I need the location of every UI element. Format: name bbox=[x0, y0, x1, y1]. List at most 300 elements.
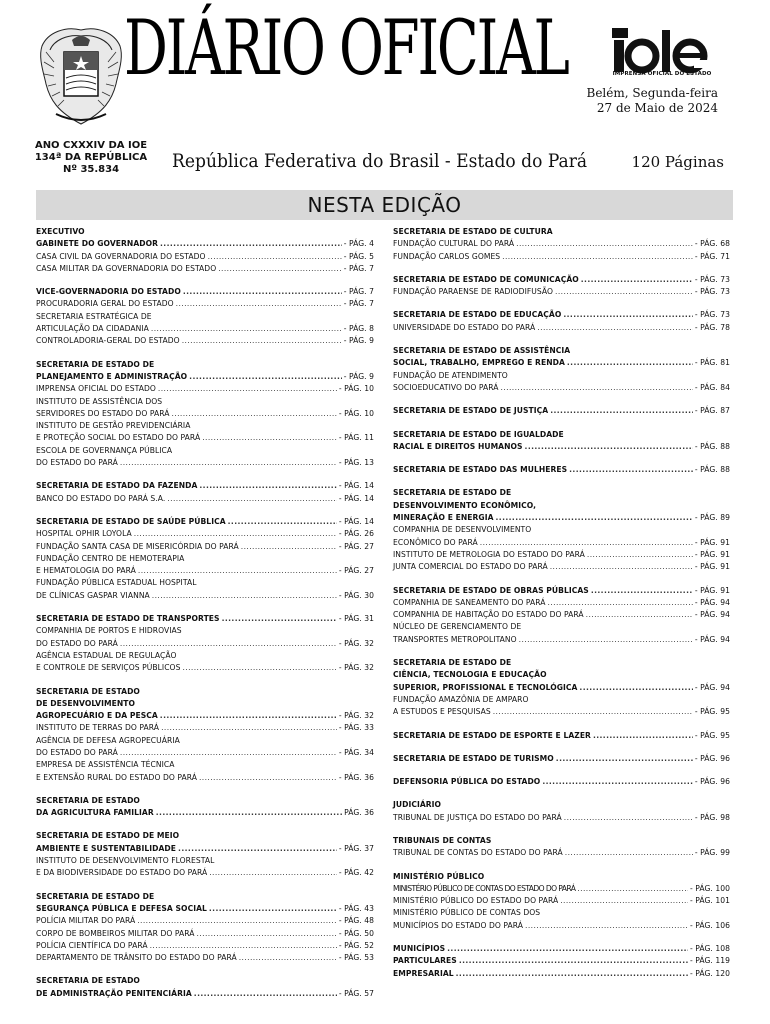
toc-entry-label: SECRETARIA DE ESTADO DE SAÚDE PÚBLICA bbox=[36, 516, 226, 526]
toc-page-number: - PÁG. 91 bbox=[694, 537, 730, 547]
toc-page-number: - PÁG. 96 bbox=[694, 753, 730, 763]
toc-entry-label: E HEMATOLOGIA DO PARÁ bbox=[36, 566, 136, 576]
toc-right-column bbox=[393, 226, 730, 980]
toc-entry-label: E PROTEÇÃO SOCIAL DO ESTADO DO PARÁ bbox=[36, 433, 201, 443]
toc-page-number: - PÁG. 32 bbox=[338, 663, 374, 673]
leader-dots bbox=[152, 590, 337, 602]
leader-dots bbox=[556, 753, 693, 765]
toc-page-number: - PÁG. 48 bbox=[338, 916, 374, 926]
toc-entry-label: CASA CIVIL DA GOVERNADORIA DO ESTADO bbox=[36, 251, 206, 261]
leader-dots bbox=[519, 634, 693, 646]
leader-dots bbox=[171, 408, 336, 420]
leader-dots bbox=[567, 357, 693, 369]
toc-entry-label: CORPO DE BOMBEIROS MILITAR DO PARÁ bbox=[36, 928, 195, 938]
toc-page-number: - PÁG. 36 bbox=[338, 772, 374, 782]
toc-heading bbox=[36, 625, 374, 637]
toc-entry-label: CONTROLADORIA-GERAL DO ESTADO bbox=[36, 336, 180, 346]
toc-entry-label: SOCIOEDUCATIVO DO PARÁ bbox=[393, 382, 499, 392]
toc-page-number: - PÁG. 99 bbox=[694, 848, 730, 858]
toc-entry-label: SECRETARIA DE ESTADO DE ASSISTÊNCIA bbox=[393, 346, 571, 356]
toc-entry bbox=[393, 549, 730, 561]
toc-entry bbox=[393, 883, 730, 895]
toc-entry-label: MINISTÉRIO PÚBLICO DE CONTAS DOS bbox=[393, 908, 541, 918]
toc-page-number: - PÁG. 7 bbox=[343, 263, 374, 273]
toc-page-number: - PÁG. 91 bbox=[694, 549, 730, 559]
leader-dots bbox=[577, 883, 688, 895]
leader-dots bbox=[120, 747, 337, 759]
toc-entry-label: AGÊNCIA ESTADUAL DE REGULAÇÃO bbox=[36, 650, 177, 660]
toc-heading bbox=[393, 799, 730, 811]
toc-entry-label: MUNICÍPIOS DO ESTADO DO PARÁ bbox=[393, 920, 524, 930]
toc-entry-label: EMPRESA DE ASSISTÊNCIA TÉCNICA bbox=[36, 760, 175, 770]
toc-entry-label: POLÍCIA MILITAR DO PARÁ bbox=[36, 916, 136, 926]
toc-entry-label: JUDICIÁRIO bbox=[393, 800, 442, 810]
toc-group bbox=[393, 776, 730, 788]
toc-group bbox=[393, 487, 730, 573]
toc-entry-label: ARTICULAÇÃO DA CIDADANIA bbox=[36, 324, 149, 334]
toc-page-number: - PÁG. 88 bbox=[694, 441, 730, 451]
toc-entry-label: SERVIDORES DO ESTADO DO PARÁ bbox=[36, 408, 170, 418]
toc-page-number: - PÁG. 13 bbox=[338, 458, 374, 468]
toc-page-number: - PÁG. 73 bbox=[694, 287, 730, 297]
toc-page-number: - PÁG. 9 bbox=[343, 336, 374, 346]
leader-dots bbox=[593, 730, 693, 742]
toc-entry bbox=[393, 682, 730, 694]
toc-group bbox=[393, 585, 730, 646]
toc-page-number: - PÁG. 50 bbox=[338, 928, 374, 938]
toc-heading bbox=[393, 345, 730, 357]
leader-dots bbox=[516, 238, 693, 250]
leader-dots bbox=[182, 662, 336, 674]
leader-dots bbox=[160, 238, 342, 250]
toc-group bbox=[393, 943, 730, 980]
toc-entry-label: PROCURADORIA GERAL DO ESTADO bbox=[36, 299, 174, 309]
leader-dots bbox=[199, 480, 336, 492]
toc-entry bbox=[36, 457, 374, 469]
toc-entry bbox=[36, 432, 374, 444]
toc-entry-label: SECRETARIA DE ESTADO DE EDUCAÇÃO bbox=[393, 310, 562, 320]
toc-page-number: - PÁG. 7 bbox=[343, 287, 374, 297]
toc-entry-label: SECRETARIA DE ESTADO DE bbox=[393, 488, 512, 498]
toc-entry-label: SECRETARIA DE ESTADO DE TURISMO bbox=[393, 753, 554, 763]
toc-page-number: - PÁG. 95 bbox=[694, 707, 730, 717]
toc-entry-label: DESENVOLVIMENTO ECONÔMICO, bbox=[393, 500, 537, 510]
toc-heading bbox=[36, 226, 374, 238]
toc-entry-label: COMPANHIA DE SANEAMENTO DO PARÁ bbox=[393, 597, 546, 607]
toc-entry bbox=[393, 405, 730, 417]
toc-entry bbox=[36, 940, 374, 952]
toc-heading bbox=[36, 577, 374, 589]
toc-entry bbox=[36, 843, 374, 855]
leader-dots bbox=[241, 541, 337, 553]
toc-entry bbox=[393, 812, 730, 824]
toc-heading bbox=[36, 311, 374, 323]
toc-entry bbox=[36, 286, 374, 298]
toc-heading bbox=[36, 735, 374, 747]
toc-heading bbox=[36, 795, 374, 807]
toc-page-number: - PÁG. 73 bbox=[694, 274, 730, 284]
toc-entry-label: TRIBUNAL DE JUSTIÇA DO ESTADO DO PARÁ bbox=[393, 812, 562, 822]
toc-group bbox=[393, 429, 730, 454]
toc-heading bbox=[36, 359, 374, 371]
toc-heading bbox=[36, 650, 374, 662]
toc-entry-label: PLANEJAMENTO E ADMINISTRAÇÃO bbox=[36, 371, 188, 381]
place-date-line: Belém, Segunda-feira bbox=[586, 86, 718, 100]
toc-entry-label: VICE-GOVERNADORIA DO ESTADO bbox=[36, 287, 181, 297]
toc-heading bbox=[393, 487, 730, 499]
toc-page-number: - PÁG. 94 bbox=[694, 682, 730, 692]
toc-entry bbox=[393, 382, 730, 394]
toc-entry bbox=[36, 298, 374, 310]
toc-entry bbox=[36, 516, 374, 528]
toc-entry-label: FUNDAÇÃO CARLOS GOMES bbox=[393, 251, 501, 261]
toc-page-number: - PÁG. 57 bbox=[338, 988, 374, 998]
toc-entry-label: E DA BIODIVERSIDADE DO ESTADO DO PARÁ bbox=[36, 868, 208, 878]
toc-heading bbox=[36, 891, 374, 903]
toc-entry-label: CASA MILITAR DA GOVERNADORIA DO ESTADO bbox=[36, 263, 217, 273]
leader-dots bbox=[183, 286, 342, 298]
toc-entry-label: E CONTROLE DE SERVIÇOS PÚBLICOS bbox=[36, 663, 181, 673]
toc-entry bbox=[393, 895, 730, 907]
leader-dots bbox=[579, 682, 692, 694]
toc-page-number: PÁG. 36 bbox=[344, 808, 374, 818]
toc-page-number: - PÁG. 14 bbox=[338, 481, 374, 491]
toc-entry-label: SECRETARIA DE ESTADO DE ESPORTE E LAZER bbox=[393, 730, 591, 740]
toc-entry bbox=[36, 662, 374, 674]
toc-page-number: - PÁG. 94 bbox=[694, 634, 730, 644]
leader-dots bbox=[564, 812, 693, 824]
leader-dots bbox=[560, 895, 688, 907]
toc-page-number: - PÁG. 52 bbox=[338, 940, 374, 950]
toc-entry-label: E EXTENSÃO RURAL DO ESTADO DO PARÁ bbox=[36, 772, 197, 782]
toc-group bbox=[393, 835, 730, 860]
toc-entry-label: DO ESTADO DO PARÁ bbox=[36, 458, 118, 468]
leader-dots bbox=[239, 952, 337, 964]
toc-page-number: - PÁG. 71 bbox=[694, 251, 730, 261]
toc-entry-label: SECRETARIA DE ESTADO bbox=[36, 795, 140, 805]
toc-entry bbox=[393, 634, 730, 646]
toc-page-number: - PÁG. 43 bbox=[338, 903, 374, 913]
toc-heading bbox=[36, 698, 374, 710]
toc-entry-label: ESCOLA DE GOVERNANÇA PÚBLICA bbox=[36, 445, 173, 455]
leader-dots bbox=[209, 867, 337, 879]
toc-entry bbox=[36, 528, 374, 540]
subtitle: República Federativa do Brasil - Estado do Pará bbox=[172, 150, 588, 172]
toc-page-number: - PÁG. 8 bbox=[343, 324, 374, 334]
toc-page-number: - PÁG. 81 bbox=[694, 358, 730, 368]
toc-entry-label: ECONÔMICO DO PARÁ bbox=[393, 537, 478, 547]
logo-caption: IMPRENSA OFICIAL DO ESTADO bbox=[612, 71, 712, 77]
toc-entry-label: EMPRESARIAL bbox=[393, 968, 454, 978]
leader-dots bbox=[569, 464, 693, 476]
toc-page-number: - PÁG. 14 bbox=[338, 516, 374, 526]
toc-page-number: - PÁG. 10 bbox=[338, 384, 374, 394]
toc-entry bbox=[393, 286, 730, 298]
toc-group bbox=[393, 464, 730, 476]
leader-dots bbox=[480, 537, 693, 549]
leader-dots bbox=[586, 609, 693, 621]
toc-entry-label: MINISTÉRIO PÚBLICO DO ESTADO DO PARÁ bbox=[393, 896, 559, 906]
toc-entry-label: BANCO DO ESTADO DO PARÁ S.A. bbox=[36, 493, 166, 503]
toc-page-number: - PÁG. 5 bbox=[343, 251, 374, 261]
leader-dots bbox=[555, 286, 693, 298]
toc-entry bbox=[393, 968, 730, 980]
toc-heading bbox=[393, 370, 730, 382]
leader-dots bbox=[137, 915, 337, 927]
toc-group bbox=[393, 226, 730, 263]
toc-heading bbox=[393, 657, 730, 669]
toc-entry bbox=[36, 807, 374, 819]
toc-entry-label: TRANSPORTES METROPOLITANO bbox=[393, 634, 517, 644]
toc-group bbox=[36, 830, 374, 879]
leader-dots bbox=[134, 528, 337, 540]
toc-page-number: - PÁG. 73 bbox=[694, 310, 730, 320]
toc-page-number: - PÁG. 31 bbox=[338, 614, 374, 624]
toc-page-number: - PÁG. 14 bbox=[338, 493, 374, 503]
toc-page-number: - PÁG. 87 bbox=[694, 406, 730, 416]
toc-entry bbox=[36, 251, 374, 263]
toc-page-number: - PÁG. 26 bbox=[338, 529, 374, 539]
leader-dots bbox=[182, 335, 342, 347]
toc-entry bbox=[36, 371, 374, 383]
toc-page-number: - PÁG. 88 bbox=[694, 465, 730, 475]
toc-heading bbox=[393, 621, 730, 633]
leader-dots bbox=[447, 943, 688, 955]
toc-page-number: - PÁG. 101 bbox=[689, 896, 730, 906]
toc-entry-label: INSTITUTO DE GESTÃO PREVIDENCIÁRIA bbox=[36, 421, 191, 431]
toc-entry-label: FUNDAÇÃO PÚBLICA ESTADUAL HOSPITAL bbox=[36, 578, 197, 588]
leader-dots bbox=[563, 309, 693, 321]
toc-entry-label: SOCIAL, TRABALHO, EMPREGO E RENDA bbox=[393, 358, 565, 368]
toc-entry-label: SECRETARIA DE ESTADO DE OBRAS PÚBLICAS bbox=[393, 585, 589, 595]
toc-group bbox=[36, 613, 374, 674]
toc-entry-label: HOSPITAL OPHIR LOYOLA bbox=[36, 529, 132, 539]
toc-entry bbox=[36, 952, 374, 964]
toc-page-number: - PÁG. 94 bbox=[694, 597, 730, 607]
leader-dots bbox=[550, 561, 693, 573]
toc-page-number: - PÁG. 119 bbox=[689, 956, 730, 966]
toc-entry-label: MINISTÉRIO PÚBLICO DE CONTAS DO ESTADO DO PARÁ bbox=[393, 883, 576, 893]
leader-dots bbox=[581, 274, 693, 286]
toc-entry-label: POLÍCIA CIENTÍFICA DO PARÁ bbox=[36, 940, 148, 950]
toc-entry bbox=[36, 565, 374, 577]
toc-entry bbox=[393, 464, 730, 476]
toc-page-number: - PÁG. 68 bbox=[694, 239, 730, 249]
toc-entry-label: FUNDAÇÃO AMAZÔNIA DE AMPARO bbox=[393, 694, 529, 704]
page-count: 120 Páginas bbox=[631, 153, 724, 171]
toc-entry-label: SECRETARIA DE ESTADO DE JUSTIÇA bbox=[393, 406, 549, 416]
leader-dots bbox=[120, 457, 337, 469]
leader-dots bbox=[189, 371, 342, 383]
toc-entry bbox=[36, 323, 374, 335]
toc-left-column bbox=[36, 226, 374, 1000]
toc-page-number: - PÁG. 78 bbox=[694, 322, 730, 332]
toc-entry-label: DA AGRICULTURA FAMILIAR bbox=[36, 808, 154, 818]
toc-entry bbox=[36, 493, 374, 505]
toc-group bbox=[36, 226, 374, 275]
leader-dots bbox=[565, 847, 693, 859]
edition-year: ANO CXXXIV DA IOE bbox=[34, 140, 148, 151]
toc-entry bbox=[393, 776, 730, 788]
toc-entry-label: DO ESTADO DO PARÁ bbox=[36, 747, 118, 757]
toc-entry-label: MINISTÉRIO PÚBLICO bbox=[393, 871, 485, 881]
leader-dots bbox=[178, 843, 337, 855]
toc-entry-label: FUNDAÇÃO PARAENSE DE RADIODIFUSÃO bbox=[393, 287, 554, 297]
toc-entry-label: SECRETARIA DE ESTADO DE bbox=[36, 359, 155, 369]
leader-dots bbox=[194, 988, 337, 1000]
toc-entry bbox=[393, 730, 730, 742]
toc-entry-label: CIÊNCIA, TECNOLOGIA E EDUCAÇÃO bbox=[393, 670, 547, 680]
toc-entry bbox=[36, 772, 374, 784]
leader-dots bbox=[496, 512, 693, 524]
leader-dots bbox=[542, 776, 693, 788]
toc-entry bbox=[393, 847, 730, 859]
toc-entry-label: COMPANHIA DE DESENVOLVIMENTO bbox=[393, 525, 532, 535]
toc-entry-label: COMPANHIA DE PORTOS E HIDROVIAS bbox=[36, 626, 182, 636]
toc-heading bbox=[393, 226, 730, 238]
toc-entry-label: A ESTUDOS E PESQUISAS bbox=[393, 707, 491, 717]
leader-dots bbox=[120, 638, 337, 650]
toc-entry-label: SECRETARIA ESTRATÉGICA DE bbox=[36, 311, 152, 321]
toc-entry-label: DE CLÍNICAS GASPAR VIANNA bbox=[36, 590, 150, 600]
toc-entry-label: EXECUTIVO bbox=[36, 227, 85, 236]
toc-page-number: - PÁG. 11 bbox=[338, 433, 374, 443]
toc-entry-label: NÚCLEO DE GERENCIAMENTO DE bbox=[393, 622, 522, 632]
toc-entry-label: MINERAÇÃO E ENERGIA bbox=[393, 513, 494, 523]
toc-group bbox=[36, 891, 374, 965]
toc-entry bbox=[36, 383, 374, 395]
toc-entry-label: SEGURANÇA PÚBLICA E DEFESA SOCIAL bbox=[36, 903, 207, 913]
toc-entry bbox=[36, 710, 374, 722]
toc-page-number: - PÁG. 91 bbox=[694, 562, 730, 572]
leader-dots bbox=[158, 383, 337, 395]
toc-entry-label: GABINETE DO GOVERNADOR bbox=[36, 239, 159, 249]
newspaper-title: DIÁRIO OFICIAL bbox=[124, 3, 568, 92]
toc-group bbox=[393, 799, 730, 824]
leader-dots bbox=[199, 772, 337, 784]
toc-group bbox=[393, 309, 730, 334]
leader-dots bbox=[167, 493, 337, 505]
toc-entry-label: DE ADMINISTRAÇÃO PENITENCIÁRIA bbox=[36, 988, 192, 998]
edition-republic: 134ª DA REPÚBLICA bbox=[34, 152, 148, 163]
toc-page-number: - PÁG. 32 bbox=[338, 711, 374, 721]
toc-entry bbox=[36, 541, 374, 553]
toc-group bbox=[36, 516, 374, 602]
toc-entry bbox=[36, 408, 374, 420]
toc-group bbox=[393, 730, 730, 742]
toc-entry bbox=[393, 357, 730, 369]
leader-dots bbox=[587, 549, 693, 561]
leader-dots bbox=[208, 251, 342, 263]
toc-entry-label: IMPRENSA OFICIAL DO ESTADO bbox=[36, 384, 156, 394]
leader-dots bbox=[156, 807, 342, 819]
toc-page-number: - PÁG. 9 bbox=[343, 371, 374, 381]
leader-dots bbox=[218, 263, 342, 275]
toc-page-number: - PÁG. 27 bbox=[338, 541, 374, 551]
toc-group bbox=[36, 975, 374, 1000]
toc-page-number: - PÁG. 7 bbox=[343, 299, 374, 309]
toc-entry-label: FUNDAÇÃO DE ATENDIMENTO bbox=[393, 370, 508, 380]
leader-dots bbox=[160, 710, 337, 722]
toc-entry-label: SECRETARIA DE ESTADO DE MEIO bbox=[36, 831, 180, 841]
toc-entry bbox=[393, 537, 730, 549]
toc-page-number: - PÁG. 89 bbox=[694, 513, 730, 523]
leader-dots bbox=[525, 441, 693, 453]
toc-entry bbox=[36, 867, 374, 879]
edition-number: Nº 35.834 bbox=[62, 164, 120, 175]
toc-entry-label: SUPERIOR, PROFISSIONAL E TECNOLÓGICA bbox=[393, 682, 578, 692]
toc-page-number: - PÁG. 42 bbox=[338, 868, 374, 878]
toc-heading bbox=[36, 686, 374, 698]
toc-heading bbox=[36, 420, 374, 432]
toc-entry bbox=[393, 561, 730, 573]
toc-entry-label: COMPANHIA DE HABITAÇÃO DO ESTADO DO PARÁ bbox=[393, 610, 584, 620]
toc-entry-label: SECRETARIA DE ESTADO DE TRANSPORTES bbox=[36, 614, 220, 624]
toc-entry-label: SECRETARIA DE ESTADO bbox=[36, 976, 140, 986]
leader-dots bbox=[493, 706, 693, 718]
toc-page-number: - PÁG. 30 bbox=[338, 590, 374, 600]
toc-page-number: - PÁG. 106 bbox=[689, 920, 730, 930]
toc-entry-label: SECRETARIA DE ESTADO DE bbox=[36, 891, 155, 901]
toc-group bbox=[36, 480, 374, 505]
toc-entry-label: TRIBUNAIS DE CONTAS bbox=[393, 835, 492, 845]
toc-entry-label: UNIVERSIDADE DO ESTADO DO PARÁ bbox=[393, 322, 536, 332]
toc-entry bbox=[36, 335, 374, 347]
toc-entry-label: MUNICÍPIOS bbox=[393, 944, 446, 954]
banner-title: NESTA EDIÇÃO bbox=[307, 193, 462, 217]
toc-heading bbox=[393, 669, 730, 681]
toc-page-number: - PÁG. 34 bbox=[338, 747, 374, 757]
toc-entry bbox=[393, 512, 730, 524]
toc-heading bbox=[36, 396, 374, 408]
leader-dots bbox=[456, 968, 688, 980]
date-line: 27 de Maio de 2024 bbox=[596, 101, 718, 115]
toc-entry-label: DO ESTADO DO PARÁ bbox=[36, 638, 118, 648]
toc-entry bbox=[36, 638, 374, 650]
toc-entry-label: SECRETARIA DE ESTADO DE bbox=[393, 658, 512, 668]
toc-entry bbox=[393, 585, 730, 597]
leader-dots bbox=[161, 722, 337, 734]
toc-heading bbox=[36, 553, 374, 565]
leader-dots bbox=[591, 585, 693, 597]
toc-entry bbox=[393, 322, 730, 334]
toc-heading bbox=[36, 975, 374, 987]
leader-dots bbox=[222, 613, 337, 625]
toc-group bbox=[393, 657, 730, 718]
toc-entry-label: SECRETARIA DE ESTADO DE CULTURA bbox=[393, 227, 553, 236]
toc-entry-label: SECRETARIA DE ESTADO bbox=[36, 686, 140, 696]
toc-entry-label: PARTICULARES bbox=[393, 956, 457, 966]
toc-entry-label: JUNTA COMERCIAL DO ESTADO DO PARÁ bbox=[393, 562, 548, 572]
toc-entry bbox=[36, 238, 374, 250]
toc-entry-label: RACIAL E DIREITOS HUMANOS bbox=[393, 441, 523, 451]
toc-entry bbox=[393, 920, 730, 932]
toc-heading bbox=[36, 445, 374, 457]
toc-entry bbox=[36, 613, 374, 625]
toc-entry-label: INSTITUTO DE TERRAS DO PARÁ bbox=[36, 723, 160, 733]
toc-entry-label: AGÊNCIA DE DEFESA AGROPECUÁRIA bbox=[36, 735, 180, 745]
toc-page-number: - PÁG. 108 bbox=[689, 944, 730, 954]
toc-entry-label: SECRETARIA DE ESTADO DA FAZENDA bbox=[36, 481, 198, 491]
toc-page-number: - PÁG. 37 bbox=[338, 843, 374, 853]
toc-entry-label: SECRETARIA DE ESTADO DE COMUNICAÇÃO bbox=[393, 274, 579, 284]
toc-group bbox=[393, 345, 730, 394]
toc-page-number: - PÁG. 91 bbox=[694, 585, 730, 595]
toc-entry bbox=[36, 747, 374, 759]
leader-dots bbox=[537, 322, 693, 334]
toc-group bbox=[393, 753, 730, 765]
leader-dots bbox=[151, 323, 342, 335]
